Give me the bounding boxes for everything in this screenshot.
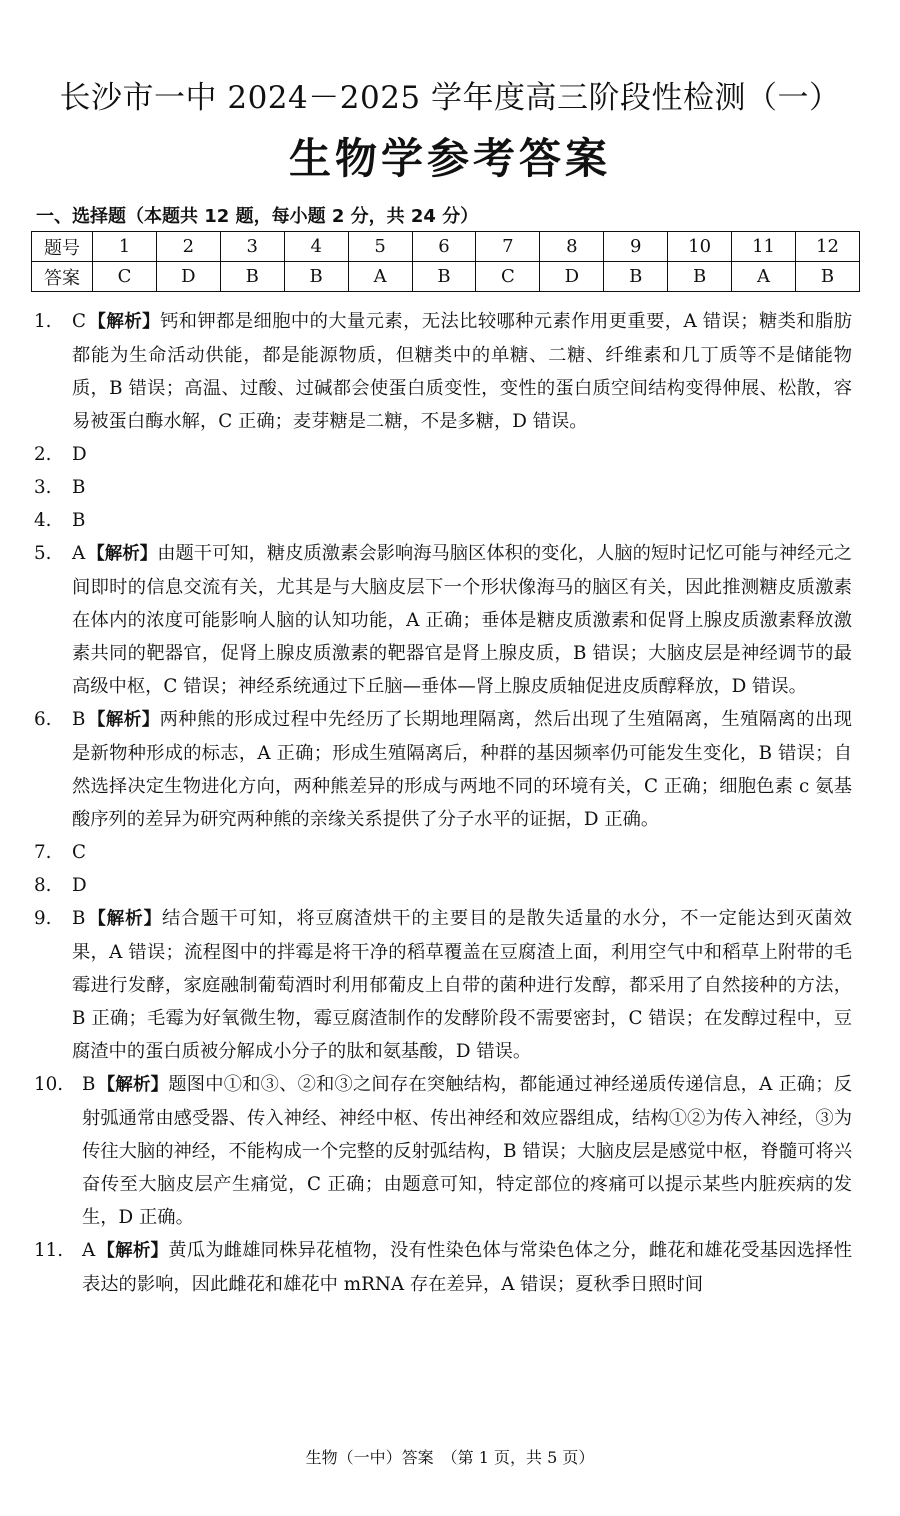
answer-cell: B: [284, 262, 348, 292]
explanation-item: [34, 504, 852, 537]
question-number: 10: [668, 232, 732, 262]
item-answer: D: [72, 875, 87, 896]
explanation-item: [34, 537, 852, 703]
explanation-item: [34, 703, 852, 836]
item-text: 黄瓜为雌雄同株异花植物，没有性染色体与常染色体之分，雌花和雄花受基因选择性表达的影响，因此雌花和雄花中 mRNA 存在差异，A 错误；夏秋季日照时间: [82, 1240, 853, 1295]
question-number: 8: [540, 232, 604, 262]
row-label-answer: 答案: [32, 262, 93, 292]
item-text: 结合题干可知，将豆腐渣烘干的主要目的是散失适量的水分，不一定能达到灭菌效果，A 错误；流程图中的拌霉是将干净的稻草覆盖在豆腐渣上面，利用空气中和稻草上附带的毛霉进行发酵，家庭融制葡萄酒时利用郁葡皮上自带的菌种进行发醇，都采用了自然接种的方法，B 正确；毛霉为好氧微生物，霉豆腐渣制作的发酵阶段不需要密封，C 错误；在发醇过程中，豆腐渣中的蛋白质被分解成小分子的肽和氨基酸，D 错误。: [72, 908, 853, 1062]
explanation-item: [34, 1068, 852, 1234]
answer-cell: B: [668, 262, 732, 292]
item-number: 11.: [34, 1240, 64, 1261]
answer-table: [31, 231, 860, 292]
explanation-item: [34, 1234, 852, 1301]
item-number: 8.: [34, 875, 52, 896]
question-number-row: [32, 232, 860, 262]
item-number: 6.: [34, 709, 52, 730]
item-answer: C: [72, 842, 86, 863]
item-answer: C: [72, 311, 86, 332]
question-number: 11: [732, 232, 796, 262]
question-number: 1: [93, 232, 157, 262]
explanation-item: [34, 471, 852, 504]
analysis-tag: 【解析】: [87, 710, 160, 730]
explanation-item: [34, 869, 852, 902]
item-number: 4.: [34, 510, 52, 531]
item-number: 2.: [34, 444, 52, 465]
item-number: 7.: [34, 842, 52, 863]
answer-cell: C: [93, 262, 157, 292]
analysis-tag: 【解析】: [87, 909, 162, 929]
analysis-tag: 【解析】: [88, 312, 161, 332]
answer-cell: B: [795, 262, 859, 292]
question-number: 6: [412, 232, 476, 262]
question-number: 3: [220, 232, 284, 262]
item-answer: B: [72, 477, 86, 498]
item-number: 10.: [34, 1074, 64, 1095]
explanation-item: [34, 836, 852, 869]
row-label-question: 题号: [32, 232, 93, 262]
answer-cell: B: [220, 262, 284, 292]
analysis-tag: 【解析】: [97, 1075, 169, 1095]
item-number: 1.: [34, 311, 52, 332]
question-number: 12: [795, 232, 859, 262]
answer-cell: A: [732, 262, 796, 292]
analysis-tag: 【解析】: [97, 1241, 169, 1261]
school-title: 长沙市一中 2024－2025 学年度高三阶段性检测（一）: [59, 80, 841, 116]
item-answer: A: [72, 543, 86, 564]
explanation-item: [34, 438, 852, 471]
question-number: 9: [604, 232, 668, 262]
item-answer: B: [82, 1074, 96, 1095]
question-number: 5: [348, 232, 412, 262]
item-answer: B: [72, 510, 86, 531]
item-answer: A: [82, 1240, 96, 1261]
question-number: 4: [284, 232, 348, 262]
explanation-item: [34, 305, 852, 438]
section-heading: 一、选择题（本题共 12 题，每小题 2 分，共 24 分）: [36, 206, 479, 227]
analysis-tag: 【解析】: [87, 544, 158, 564]
question-number: 7: [476, 232, 540, 262]
item-answer: D: [72, 444, 87, 465]
answer-cell: D: [156, 262, 220, 292]
answer-row: [32, 262, 860, 292]
item-answer: B: [72, 908, 86, 929]
explanation-list: [34, 305, 852, 1301]
item-text: 由题干可知，糖皮质激素会影响海马脑区体积的变化，人脑的短时记忆可能与神经元之间即时的信息交流有关，尤其是与大脑皮层下一个形状像海马的脑区有关，因此推测糖皮质激素在体内的浓度可能影响人脑的认知功能，A 正确；垂体是糖皮质激素和促肾上腺皮质激素释放激素共同的靶器官，促肾上腺皮质激素的靶器官是肾上腺皮质，B 错误；大脑皮层是神经调节的最高级中枢，C 错误；神经系统通过下丘脑—垂体—肾上腺皮质轴促进皮质醇释放，D 错误。: [72, 543, 853, 697]
question-number: 2: [156, 232, 220, 262]
document-title: 生物学参考答案: [288, 134, 611, 183]
answer-cell: C: [476, 262, 540, 292]
item-text: 钙和钾都是细胞中的大量元素，无法比较哪种元素作用更重要，A 错误；糖类和脂肪都能为生命活动供能，都是能源物质，但糖类中的单糖、二糖、纤维素和几丁质等不是储能物质，B 错误；高温、过酸、过碱都会使蛋白质变性，变性的蛋白质空间结构变得伸展、松散，容易被蛋白酶水解，C 正确；麦芽糖是二糖，不是多糖，D 错误。: [72, 311, 853, 432]
explanation-item: [34, 902, 852, 1068]
item-number: 5.: [34, 543, 52, 564]
answer-cell: A: [348, 262, 412, 292]
answer-cell: D: [540, 262, 604, 292]
item-answer: B: [72, 709, 86, 730]
item-number: 9.: [34, 908, 52, 929]
page-footer: 生物（一中）答案 （第 1 页，共 5 页）: [305, 1448, 595, 1467]
item-text: 题图中①和③、②和③之间存在突触结构，都能通过神经递质传递信息，A 正确；反射弧通常由感受器、传入神经、神经中枢、传出神经和效应器组成，结构①②为传入神经，③为传往大脑的神经，不能构成一个完整的反射弧结构，B 错误；大脑皮层是感觉中枢，脊髓可将兴奋传至大脑皮层产生痛觉，C 正确；由题意可知，特定部位的疼痛可以提示某些内脏疾病的发生，D 正确。: [82, 1074, 852, 1228]
answer-cell: B: [412, 262, 476, 292]
answer-cell: B: [604, 262, 668, 292]
item-text: 两种熊的形成过程中先经历了长期地理隔离，然后出现了生殖隔离，生殖隔离的出现是新物种形成的标志，A 正确；形成生殖隔离后，种群的基因频率仍可能发生变化，B 错误；自然选择决定生物进化方向，两种熊差异的形成与两地不同的环境有关，C 正确；细胞色素 c 氨基酸序列的差异为研究两种熊的亲缘关系提供了分子水平的证据，D 正确。: [72, 709, 853, 830]
item-number: 3.: [34, 477, 52, 498]
